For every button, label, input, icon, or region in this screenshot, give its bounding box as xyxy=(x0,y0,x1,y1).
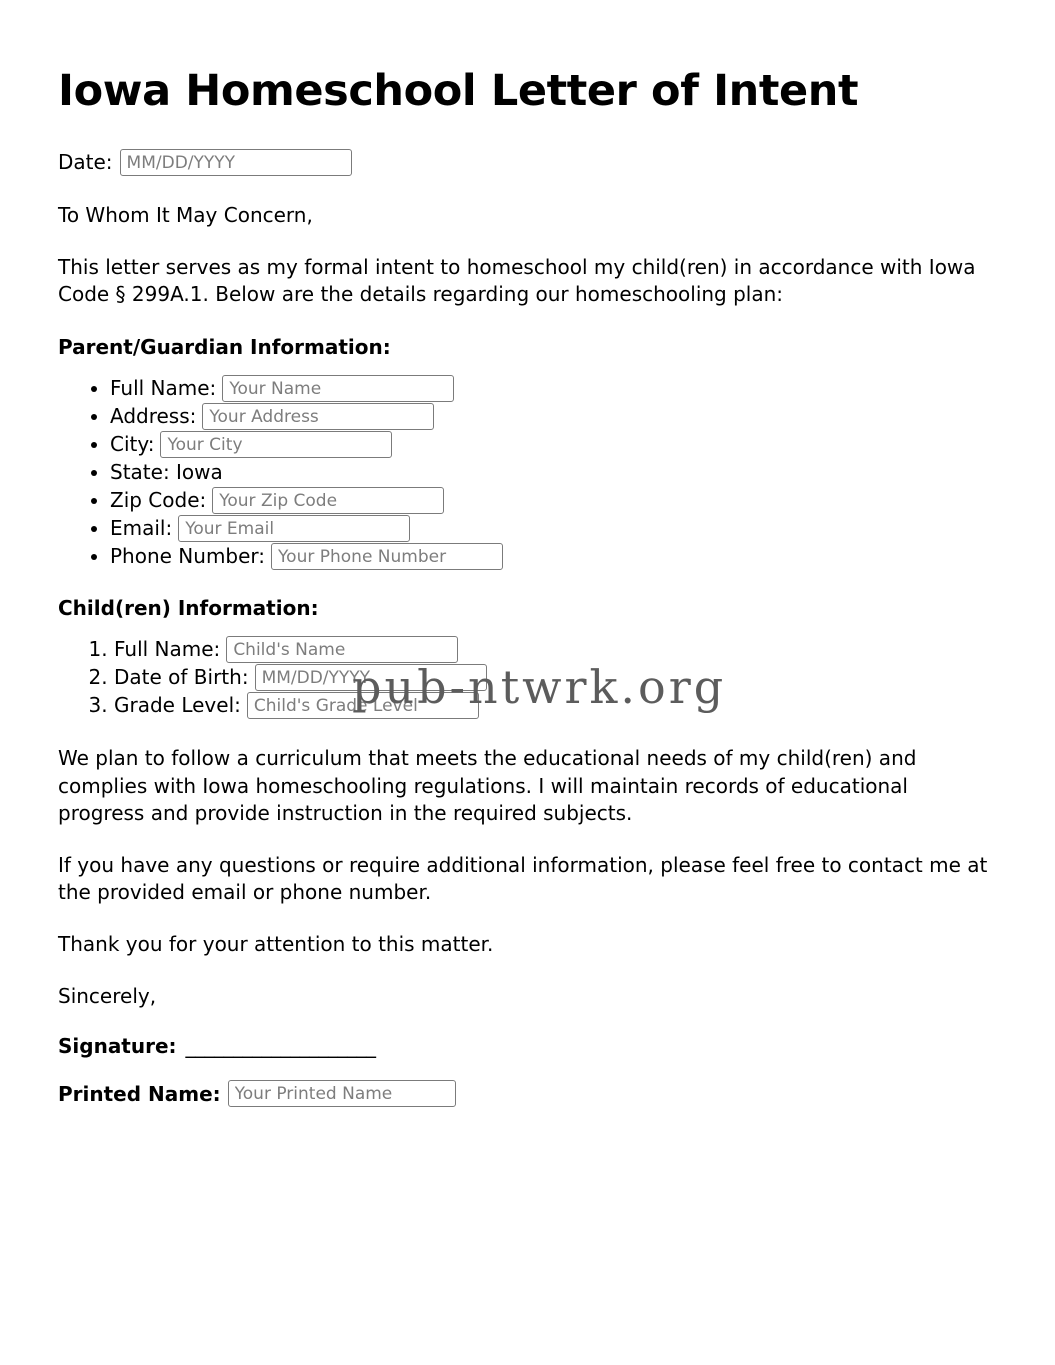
intro-paragraph: This letter serves as my formal intent to homeschool my child(ren) in accordance with Iowa Code § 299A.1. Below are the details regarding our homeschooling plan: xyxy=(58,254,976,307)
parent-email-input[interactable] xyxy=(178,515,410,542)
list-item xyxy=(110,431,997,458)
printed-name-row xyxy=(58,1080,997,1107)
parent-address-label: • Address: xyxy=(110,404,197,429)
page-title: Iowa Homeschool Letter of Intent xyxy=(58,66,859,116)
parent-state-label: • State: Iowa xyxy=(110,460,223,485)
child-grade-input[interactable] xyxy=(247,692,479,719)
thanks-paragraph: Thank you for your attention to this matter. xyxy=(58,932,494,957)
list-item xyxy=(114,664,997,691)
list-item xyxy=(110,487,997,514)
curriculum-paragraph: We plan to follow a curriculum that meets the educational needs of my child(ren) and complies with Iowa homeschooling regulations. I will maintain records of educational progress and provide instruction in the required subjects. xyxy=(58,746,917,826)
date-label: Date: xyxy=(58,150,113,175)
contact-paragraph: If you have any questions or require additional information, please feel free to contact me at the provided email or phone number. xyxy=(58,852,988,905)
signature-label: Signature: xyxy=(58,1034,177,1059)
list-item xyxy=(110,403,997,430)
date-row xyxy=(58,149,997,176)
list-item xyxy=(110,375,997,402)
parent-phone-input[interactable] xyxy=(271,543,503,570)
salutation: To Whom It May Concern, xyxy=(58,203,313,228)
child-dob-label: 2. Date of Birth: xyxy=(114,665,249,690)
list-item xyxy=(110,543,997,570)
printed-name-label: Printed Name: xyxy=(58,1081,221,1106)
child-grade-label: 3. Grade Level: xyxy=(114,693,241,718)
parent-section-heading: Parent/Guardian Information: xyxy=(58,335,391,360)
list-item xyxy=(114,636,997,663)
closing-line: Sincerely, xyxy=(58,983,157,1008)
printed-name-input[interactable] xyxy=(228,1080,456,1107)
child-fullname-label: 1. Full Name: xyxy=(114,637,221,662)
parent-city-input[interactable] xyxy=(160,431,392,458)
site-watermark: pub-ntwrk.org xyxy=(352,660,727,714)
parent-fullname-label: • Full Name: xyxy=(110,376,217,401)
parent-email-label: • Email: xyxy=(110,516,173,541)
signature-row xyxy=(58,1034,997,1058)
parent-phone-label: • Phone Number: xyxy=(110,544,266,569)
child-fullname-input[interactable] xyxy=(226,636,458,663)
list-item xyxy=(110,515,997,542)
parent-info-list xyxy=(58,375,997,570)
signature-line[interactable]: ____________________ xyxy=(185,1034,376,1059)
parent-zipcode-label: • Zip Code: xyxy=(110,488,207,513)
children-info-list xyxy=(58,636,997,719)
parent-address-input[interactable] xyxy=(202,403,434,430)
parent-fullname-input[interactable] xyxy=(222,375,454,402)
parent-city-label: • City: xyxy=(110,432,155,457)
child-dob-input[interactable] xyxy=(255,664,487,691)
list-item xyxy=(110,459,997,486)
list-item xyxy=(114,692,997,719)
date-input[interactable] xyxy=(120,149,352,176)
parent-zipcode-input[interactable] xyxy=(212,487,444,514)
children-section-heading: Child(ren) Information: xyxy=(58,596,319,621)
